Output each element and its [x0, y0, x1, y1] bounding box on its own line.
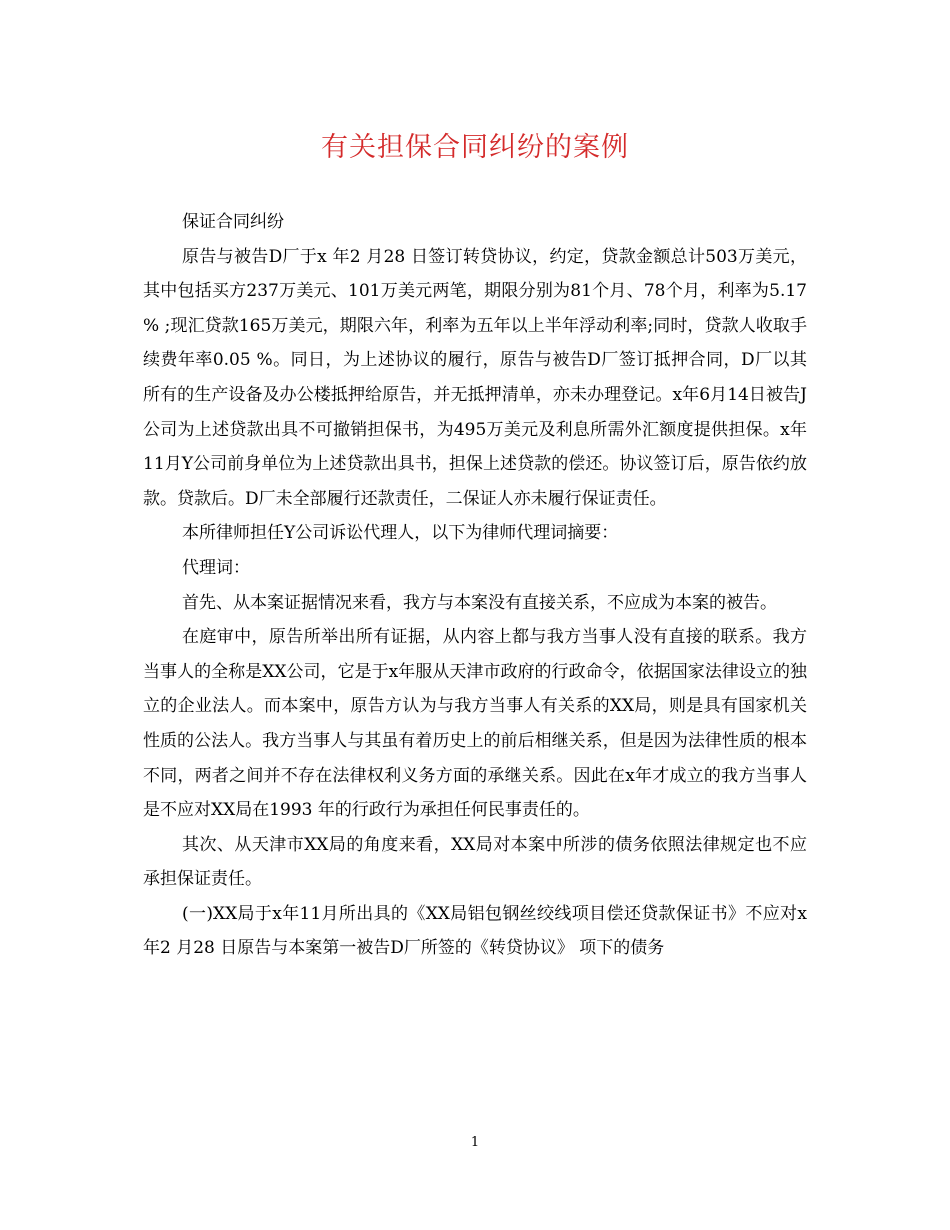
- document-title: 有关担保合同纠纷的案例: [321, 132, 629, 163]
- document-body: [143, 205, 807, 966]
- paragraph: 原告与被告D厂于x 年2 月28 日签订转贷协议，约定，贷款金额总计503万美元，其中包括买方237万美元、101万美元两笔，期限分别为81个月、78个月，利率为5.17 % ;现汇贷款165万美元，期限六年，利率为五年以上半年浮动利率;同时，贷款人收取手续费年率0.05 %。同日，为上述协议的履行，原告与被告D厂签订抵押合同，D厂以其所有的生产设备及办公楼抵押给原告，并无抵押清单，亦未办理登记。x年6月14日被告J公司为上述贷款出具不可撤销担保书，为495万美元及利息所需外汇额度提供担保。x年11月Y公司前身单位为上述贷款出具书，担保上述贷款的偿还。协议签订后，原告依约放款。贷款后。D厂未全部履行还款责任，二保证人亦未履行保证责任。: [143, 246, 807, 509]
- page-number: 1: [470, 1135, 480, 1150]
- paragraph: 首先、从本案证据情况来看，我方与本案没有直接关系，不应成为本案的被告。: [182, 592, 777, 613]
- paragraph: 代理词：: [182, 557, 250, 578]
- paragraph: (一)XX局于x年11月所出具的《XX局铝包钢丝绞线项目偿还贷款保证书》不应对x 年2 月28 日原告与本案第一被告D厂所签的《转贷协议》 项下的债务: [143, 903, 807, 959]
- paragraph: 保证合同纠纷: [182, 212, 284, 232]
- paragraph: 其次、从天津市XX局的角度来看，XX局对本案中所涉的债务依照法律规定也不应承担保证责任。: [143, 834, 807, 890]
- paragraph: 在庭审中，原告所举出所有证据，从内容上都与我方当事人没有直接的联系。我方当事人的全称是XX公司，它是于x年服从天津市政府的行政命令，依据国家法律设立的独立的企业法人。而本案中，原告方认为与我方当事人有关系的XX局，则是具有国家机关性质的公法人。我方当事人与其虽有着历史上的前后相继关系，但是因为法律性质的根本不同，两者之间并不存在法律权利义务方面的承继关系。因此在x年才成立的我方当事人是不应对XX局在1993 年的行政行为承担任何民事责任的。: [143, 627, 807, 821]
- paragraph: 本所律师担任Y公司诉讼代理人，以下为律师代理词摘要：: [182, 523, 619, 544]
